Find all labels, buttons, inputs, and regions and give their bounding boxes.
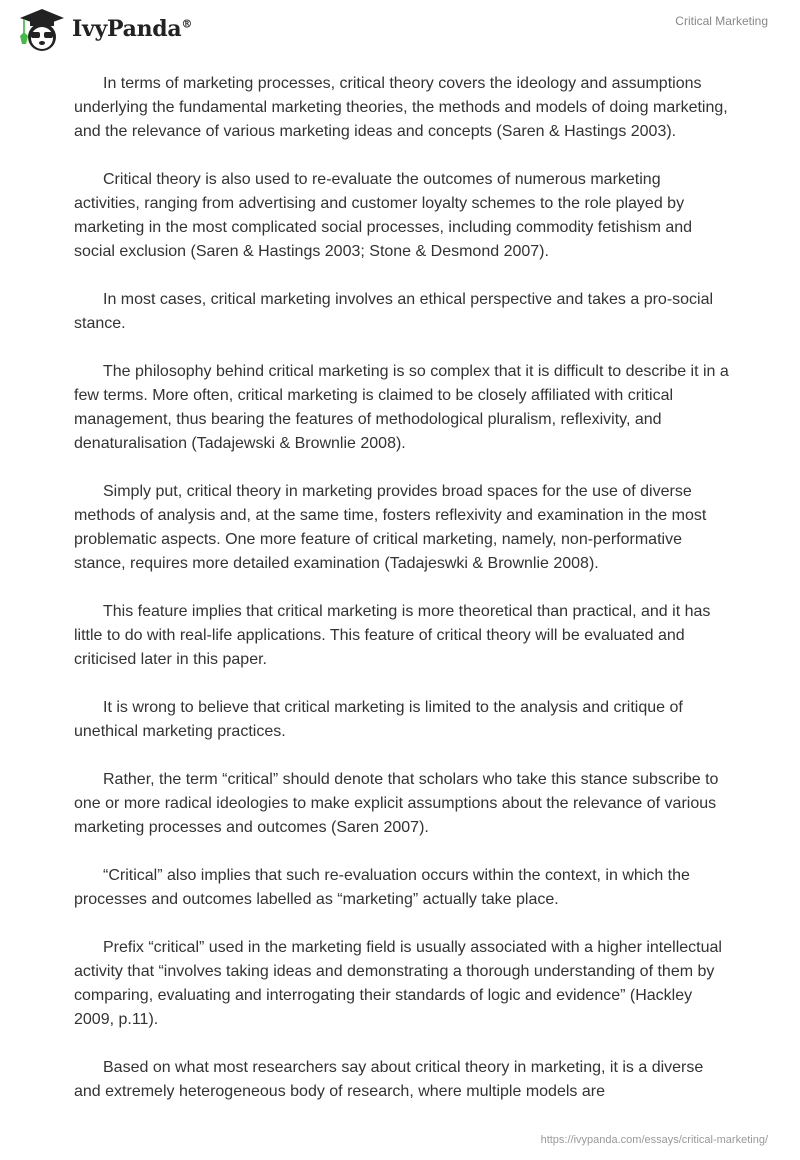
paragraph: Based on what most researchers say about critical theory in marketing, it is a diverse and extremely heterogeneous body of research, where multiple models are xyxy=(74,1059,704,1100)
logo-text: IvyPanda xyxy=(72,16,182,42)
paragraph: The philosophy behind critical marketing is so complex that it is difficult to describe it in a few terms. More often, critical marketing is claimed to be closely affiliated with critical management, thus bearing the features of methodological pluralism, reflexivity, and denaturalisation (Tadajewski & Brownlie 2008). xyxy=(74,363,729,452)
ivypanda-logo[interactable] xyxy=(16,6,192,52)
paragraph: It is wrong to believe that critical marketing is limited to the analysis and critique of unethical marketing practices. xyxy=(74,699,683,740)
panda-graduate-icon xyxy=(16,6,66,52)
essay-body xyxy=(74,72,730,1128)
paragraph: This feature implies that critical marketing is more theoretical than practical, and it has little to do with real-life applications. This feature of critical theory will be evaluated and criticised later in this paper. xyxy=(74,603,711,668)
paragraph: Simply put, critical theory in marketing provides broad spaces for the use of diverse methods of analysis and, at the same time, fosters reflexivity and examination in the most problematic aspects. One more feature of critical marketing, namely, non-performative stance, requires more detailed examination (Tadajeswki & Brownlie 2008). xyxy=(74,483,707,572)
footer-url[interactable]: https://ivypanda.com/essays/critical-marketing/ xyxy=(540,1134,768,1146)
paragraph: “Critical” also implies that such re-evaluation occurs within the context, in which the processes and outcomes labelled as “marketing” actually take place. xyxy=(74,867,690,908)
paragraph: In terms of marketing processes, critical theory covers the ideology and assumptions underlying the fundamental marketing theories, the methods and models of doing marketing, and the relevance of various marketing ideas and concepts (Saren & Hastings 2003). xyxy=(74,75,728,140)
paragraph: Rather, the term “critical” should denote that scholars who take this stance subscribe to one or more radical ideologies to make explicit assumptions about the relevance of various marketing processes and outcomes (Saren 2007). xyxy=(74,771,719,836)
paragraph: Prefix “critical” used in the marketing field is usually associated with a higher intellectual activity that “involves taking ideas and demonstrating a thorough understanding of them by comparing, evaluating and interrogating their standards of logic and evidence” (Hackley 2009, p.11). xyxy=(74,939,722,1028)
document-title: Critical Marketing xyxy=(675,14,768,28)
paragraph: Critical theory is also used to re-evaluate the outcomes of numerous marketing activities, ranging from advertising and customer loyalty schemes to the role played by marketing in the most complicated social processes, including commodity fetishism and social exclusion (Saren & Hastings 2003; Stone & Desmond 2007). xyxy=(74,171,693,260)
registered-mark: ® xyxy=(181,17,193,31)
paragraph: In most cases, critical marketing involves an ethical perspective and takes a pro-social stance. xyxy=(74,291,714,332)
page-header xyxy=(0,0,800,60)
